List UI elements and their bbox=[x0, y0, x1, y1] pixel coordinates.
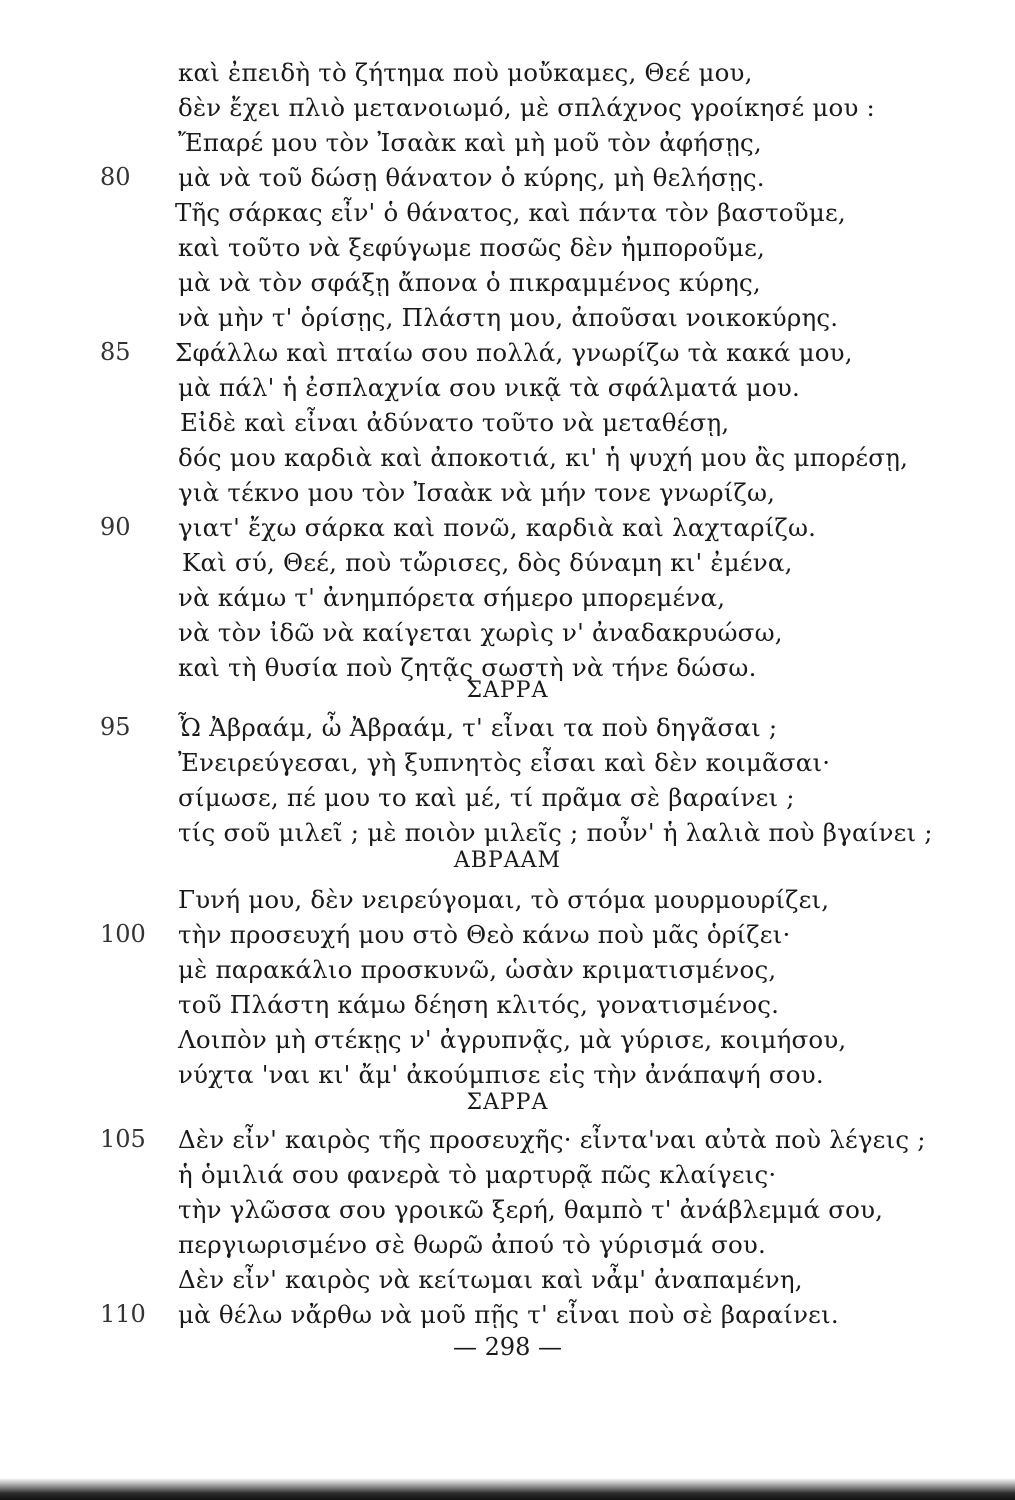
verse-line bbox=[0, 1057, 1015, 1092]
verse-line bbox=[0, 917, 1015, 952]
verse-text: Δὲν εἶν' καιρὸς νὰ κείτωμαι καὶ νἆμ' ἀναπαμένη, bbox=[178, 1265, 803, 1294]
verse-line bbox=[0, 882, 1015, 917]
verse-line bbox=[0, 745, 1015, 780]
verse-text: Γυνή μου, δὲν νειρεύγομαι, τὸ στόμα μουρμουρίζει, bbox=[178, 885, 830, 914]
verse-text: Λοιπὸν μὴ στέκῃς ν' ἀγρυπνᾷς, μὰ γύρισε, κοιμήσου, bbox=[178, 1025, 847, 1054]
verse-text: μὰ νὰ τοῦ δώσῃ θάνατον ὁ κύρης, μὴ θελήσῃς. bbox=[178, 163, 765, 192]
verse-text: Ὦ Ἀβραάμ, ὦ Ἀβραάμ, τ' εἶναι τα ποὺ δηγᾶσαι ; bbox=[178, 713, 778, 742]
line-number: 105 bbox=[100, 1125, 146, 1153]
verse-line bbox=[0, 475, 1015, 510]
verse-text: Τῆς σάρκας εἶν' ὁ θάνατος, καὶ πάντα τὸν βαστοῦμε, bbox=[175, 198, 846, 227]
verse-text: τὴν προσευχή μου στὸ Θεὸ κάνω ποὺ μᾶς ὁρίζει· bbox=[178, 920, 791, 949]
verse-line bbox=[0, 580, 1015, 615]
verse-text: γιατ' ἔχω σάρκα καὶ πονῶ, καρδιὰ καὶ λαχταρίζω. bbox=[178, 513, 817, 542]
verse-text: Σφάλλω καὶ πταίω σου πολλά, γνωρίζω τὰ κακά μου, bbox=[175, 338, 853, 367]
verse-text: σίμωσε, πέ μου το καὶ μέ, τί πρᾶμα σὲ βαραίνει ; bbox=[178, 783, 795, 812]
verse-text: γιὰ τέκνο μου τὸν Ἰσαὰκ νὰ μήν τονε γνωρίζω, bbox=[178, 478, 776, 507]
verse-text: μὲ παρακάλιο προσκυνῶ, ὡσὰν κριματισμένος, bbox=[178, 955, 777, 984]
page-bottom-edge bbox=[0, 1478, 1015, 1500]
verse-text: νὰ κάμω τ' ἀνημπόρετα σήμερο μπορεμένα, bbox=[178, 583, 726, 612]
verse-line bbox=[0, 987, 1015, 1022]
line-number: 90 bbox=[100, 513, 131, 541]
verse-line bbox=[0, 90, 1015, 125]
verse-text: μὰ νὰ τὸν σφάξῃ ἄπονα ὁ πικραμμένος κύρης, bbox=[178, 268, 761, 297]
verse-line bbox=[0, 440, 1015, 475]
verse-text: καὶ τοῦτο νὰ ξεφύγωμε ποσῶς δὲν ἠμποροῦμε, bbox=[178, 233, 765, 262]
verse-line bbox=[0, 1022, 1015, 1057]
verse-text: νύχτα 'ναι κι' ἄμ' ἀκούμπισε εἰς τὴν ἀνάπαψή σου. bbox=[178, 1060, 824, 1089]
verse-text: ἡ ὁμιλιά σου φανερὰ τὸ μαρτυρᾷ πῶς κλαίγεις· bbox=[178, 1160, 777, 1189]
verse-text: Καὶ σύ, Θεέ, ποὺ τὤρισες, δὸς δύναμη κι' ἐμένα, bbox=[182, 548, 793, 577]
verse-text: τὴν γλῶσσα σου γροικῶ ξερή, θαμπὸ τ' ἀνάβλεμμά σου, bbox=[178, 1195, 884, 1224]
verse-line bbox=[0, 55, 1015, 90]
verse-line bbox=[0, 300, 1015, 335]
verse-line bbox=[0, 1297, 1015, 1332]
verse-line bbox=[0, 710, 1015, 745]
verse-text: Ἔπαρέ μου τὸν Ἰσαὰκ καὶ μὴ μοῦ τὸν ἀφήσῃς, bbox=[178, 128, 762, 157]
verse-line bbox=[0, 780, 1015, 815]
verse-line bbox=[0, 510, 1015, 545]
verse-text: δός μου καρδιὰ καὶ ἀποκοτιά, κι' ἡ ψυχή μου ἂς μπορέσῃ, bbox=[178, 443, 909, 472]
verse-line bbox=[0, 1122, 1015, 1157]
verse-line bbox=[0, 370, 1015, 405]
verse-line bbox=[0, 230, 1015, 265]
verse-line bbox=[0, 335, 1015, 370]
verse-line bbox=[0, 1192, 1015, 1227]
verse-line bbox=[0, 195, 1015, 230]
verse-text: καὶ ἐπειδὴ τὸ ζήτημα ποὺ μοὔκαμες, Θεέ μου, bbox=[178, 58, 753, 87]
verse-line bbox=[0, 615, 1015, 650]
verse-line bbox=[0, 405, 1015, 440]
line-number: 85 bbox=[100, 338, 131, 366]
verse-text: μὰ πάλ' ἡ ἐσπλαχνία σου νικᾷ τὰ σφάλματά μου. bbox=[178, 373, 800, 402]
verse-line bbox=[0, 160, 1015, 195]
verse-line bbox=[0, 1157, 1015, 1192]
verse-text: περγιωρισμένο σὲ θωρῶ ἀπού τὸ γύρισμά σου. bbox=[178, 1230, 767, 1259]
verse-text: νὰ μὴν τ' ὁρίσῃς, Πλάστη μου, ἀποῦσαι νοικοκύρης. bbox=[178, 303, 839, 332]
verse-line bbox=[0, 545, 1015, 580]
speaker-heading: ΣΑΡΡΑ bbox=[466, 1090, 549, 1115]
speaker-heading: ΣΑΡΡΑ bbox=[466, 678, 549, 703]
line-number: 95 bbox=[100, 713, 131, 741]
verse-text: τοῦ Πλάστη κάμω δέηση κλιτός, γονατισμένος. bbox=[178, 990, 780, 1019]
line-number: 100 bbox=[100, 920, 146, 948]
verse-text: καὶ τὴ θυσία ποὺ ζητᾷς σωστὴ νὰ τήνε δώσω. bbox=[178, 653, 757, 682]
verse-line bbox=[0, 265, 1015, 300]
verse-text: τίς σοῦ μιλεῖ ; μὲ ποιὸν μιλεῖς ; ποὖν' ἡ λαλιὰ ποὺ βγαίνει ; bbox=[178, 818, 933, 847]
verse-line bbox=[0, 1262, 1015, 1297]
verse-text: Εἰδὲ καὶ εἶναι ἀδύνατο τοῦτο νὰ μεταθέσῃ, bbox=[180, 408, 730, 437]
verse-text: μὰ θέλω νἄρθω νὰ μοῦ πῇς τ' εἶναι ποὺ σὲ βαραίνει. bbox=[178, 1300, 839, 1329]
verse-line bbox=[0, 952, 1015, 987]
verse-text: Ἐνειρεύγεσαι, γὴ ξυπνητὸς εἶσαι καὶ δὲν κοιμᾶσαι· bbox=[178, 748, 831, 777]
speaker-heading: ΑΒΡΑΑΜ bbox=[453, 848, 562, 873]
verse-line bbox=[0, 815, 1015, 850]
page-number: — 298 — bbox=[452, 1333, 563, 1361]
verse-text: Δὲν εἶν' καιρὸς τῆς προσευχῆς· εἶντα'ναι αὐτὰ ποὺ λέγεις ; bbox=[178, 1125, 926, 1154]
verse-text: δὲν ἔχει πλιὸ μετανοιωμό, μὲ σπλάχνος γροίκησέ μου : bbox=[178, 93, 875, 122]
line-number: 80 bbox=[100, 163, 131, 191]
verse-line bbox=[0, 1227, 1015, 1262]
verse-line bbox=[0, 125, 1015, 160]
line-number: 110 bbox=[100, 1300, 146, 1328]
verse-text: νὰ τὸν ἰδῶ νὰ καίγεται χωρὶς ν' ἀναδακρυώσω, bbox=[178, 618, 783, 647]
